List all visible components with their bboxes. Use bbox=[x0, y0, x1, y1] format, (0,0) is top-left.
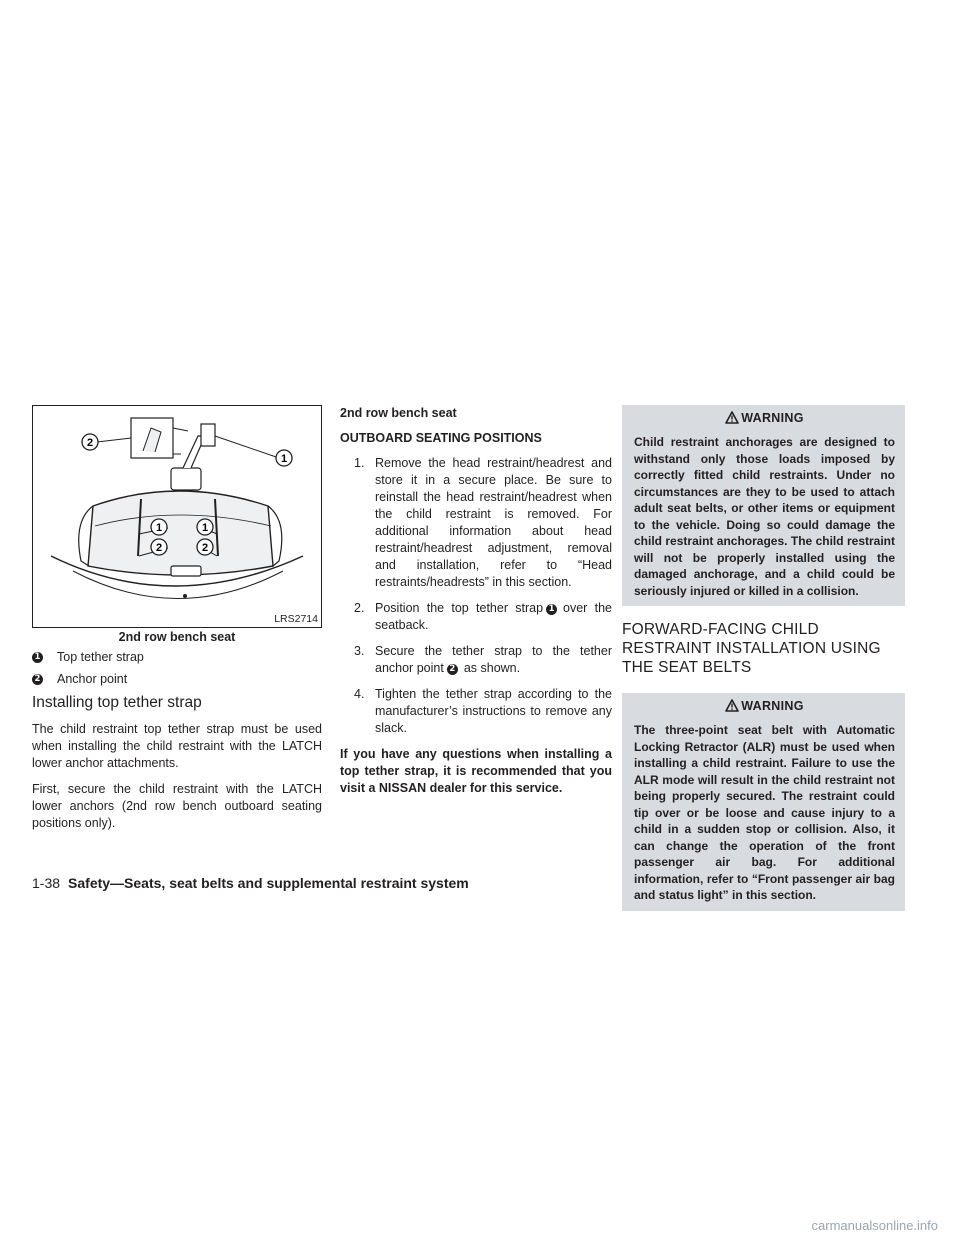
list-item bbox=[340, 643, 612, 677]
figure-caption: 2nd row bench seat bbox=[118, 630, 236, 644]
callout-2-top bbox=[82, 434, 98, 450]
warning-box bbox=[622, 693, 905, 911]
legend-item bbox=[32, 672, 322, 686]
steps-list bbox=[340, 455, 612, 737]
callout-1-top bbox=[276, 450, 292, 466]
legend-label: Top tether strap bbox=[57, 650, 144, 664]
section-heading: FORWARD-FACING CHILD RESTRAINT INSTALLATION USING THE SEAT BELTS bbox=[622, 621, 881, 676]
callout-2-left bbox=[151, 539, 167, 555]
warning-box bbox=[622, 405, 905, 606]
page-footer bbox=[32, 875, 469, 891]
left-column bbox=[32, 405, 322, 841]
svg-text:1: 1 bbox=[280, 453, 288, 465]
step-text: Position the top tether strap 1 over the seatback. bbox=[375, 601, 612, 632]
svg-text:1: 1 bbox=[201, 522, 209, 534]
step-text: Remove the head restraint/headrest and store it in a secure place. Be sure to reinstall the head restraint/headrest when the child restraint is removed. For additional information about head restraint/headrest adjustment, removal and installation, refer to “Head restraints/headrests” in this section. bbox=[375, 456, 612, 589]
right-column bbox=[622, 405, 905, 925]
subheading: OUTBOARD SEATING POSITIONS bbox=[340, 431, 542, 445]
step-text: Secure the tether strap to the tether anchor point 2 as shown. bbox=[375, 644, 612, 675]
callout-1-right bbox=[197, 519, 213, 535]
subheading: 2nd row bench seat bbox=[340, 406, 457, 420]
number-1-icon: 1 bbox=[546, 604, 557, 615]
legend-label: Anchor point bbox=[57, 672, 128, 686]
list-item bbox=[340, 455, 612, 591]
warning-title: WARNING bbox=[634, 411, 895, 425]
warning-triangle-icon bbox=[725, 699, 739, 712]
svg-text:1: 1 bbox=[155, 522, 163, 534]
number-1-icon: 1 bbox=[32, 652, 43, 663]
step-text: Tighten the tether strap according to the manufacturer’s instructions to remove any slack. bbox=[375, 687, 612, 735]
svg-text:2: 2 bbox=[155, 542, 163, 554]
paragraph: First, secure the child restraint with the LATCH lower anchors (2nd row bench outboard seating positions only). bbox=[32, 782, 322, 830]
step-number: 4. bbox=[354, 687, 365, 701]
section-subheading: Installing top tether strap bbox=[32, 694, 202, 711]
callout-2-right bbox=[197, 539, 213, 555]
middle-column bbox=[340, 405, 612, 805]
seat-illustration bbox=[32, 405, 322, 628]
seat-diagram bbox=[33, 406, 323, 629]
warning-text: The three-point seat belt with Automatic Locking Retractor (ALR) must be used when installing a child restraint. Failure to use the ALR mode will result in the child restraint not being properly secured. The restraint could tip over or be loose and cause injury to a child in a sudden stop or collision. Also, it can change the operation of the front passenger air bag. For additional information, refer to “Front passenger air bag and status light” in this section. bbox=[634, 723, 895, 902]
svg-text:2: 2 bbox=[86, 437, 94, 449]
figure-code: LRS2714 bbox=[274, 613, 318, 625]
warning-text: Child restraint anchorages are designed to withstand only those loads imposed by correctly fitted child restraints. Under no circumstances are they to be used to attach adult seat belts, or other items or equipment to the vehicle. Doing so could damage the child restraint anchorages. The child restraint will not be properly installed using the damaged anchorage, and a child could be seriously injured or killed in a collision. bbox=[634, 435, 895, 598]
step-number: 1. bbox=[354, 456, 365, 470]
step-number: 2. bbox=[354, 601, 365, 615]
chapter-title: Safety—Seats, seat belts and supplemental restraint system bbox=[68, 875, 469, 891]
legend-item bbox=[32, 650, 322, 664]
list-item bbox=[340, 600, 612, 634]
number-2-icon: 2 bbox=[32, 674, 43, 685]
paragraph: The child restraint top tether strap must be used when installing the child restraint with the LATCH lower anchor attachments. bbox=[32, 722, 322, 770]
step-number: 3. bbox=[354, 644, 365, 658]
svg-text:2: 2 bbox=[201, 542, 209, 554]
warning-triangle-icon bbox=[725, 411, 739, 424]
warning-title: WARNING bbox=[634, 699, 895, 713]
number-2-icon: 2 bbox=[447, 664, 458, 675]
watermark: carmanualsonline.info bbox=[811, 1218, 938, 1233]
callout-1-left bbox=[151, 519, 167, 535]
service-note: If you have any questions when installing a top tether strap, it is recommended that you visit a NISSAN dealer for this service. bbox=[340, 747, 612, 795]
list-item bbox=[340, 686, 612, 737]
page-number: 1-38 bbox=[32, 875, 61, 891]
